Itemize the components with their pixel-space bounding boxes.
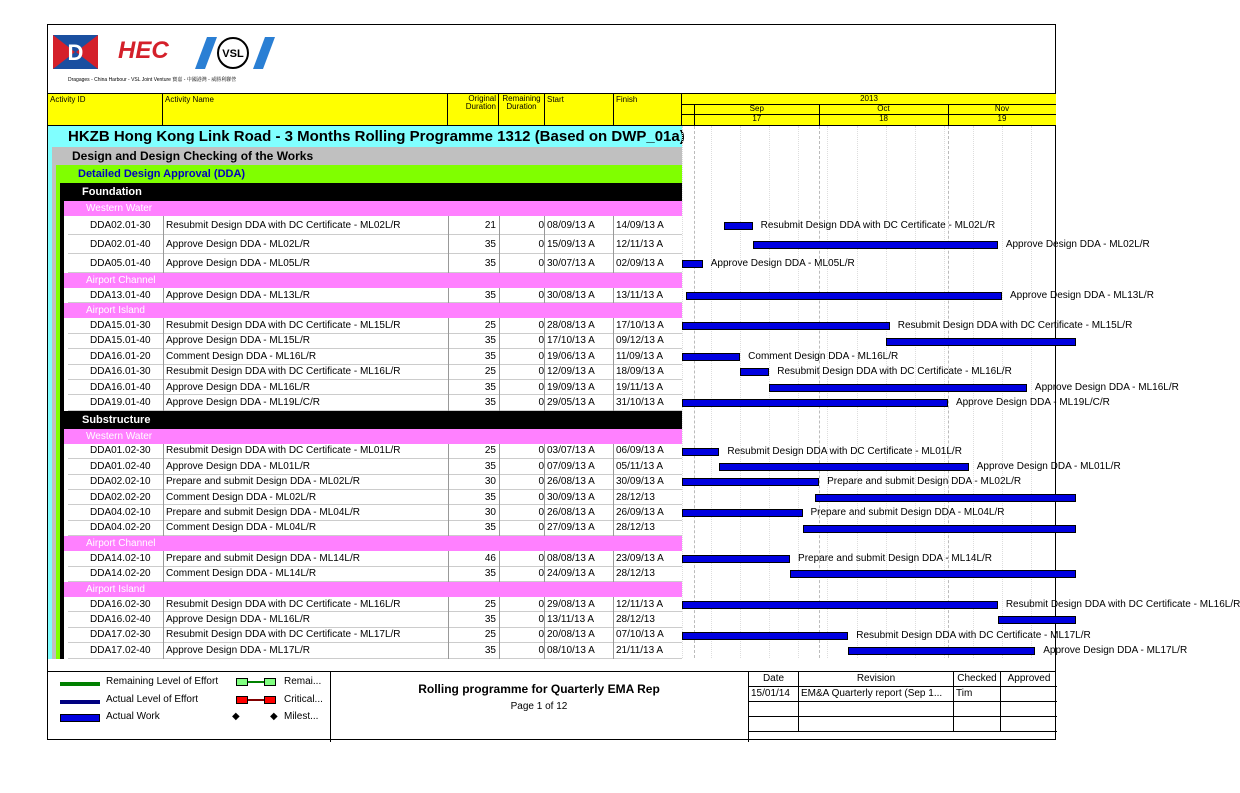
logo-caption: Dragages - China Harbour - VSL Joint Venture 寶嘉 - 中國港灣 - 威勝利聯營 [68,77,237,83]
activity-name: Approve Design DDA - ML05L/R [166,257,310,269]
remaining-duration: 0 [538,598,544,610]
activity-id: DDA02.01-40 [90,238,151,250]
timescale-year: 2013 [682,94,1056,105]
activity-name: Comment Design DDA - ML02L/R [166,491,317,503]
activity-name: Resubmit Design DDA with DC Certificate - ML16L/R [166,598,401,610]
table-row[interactable] [68,597,682,612]
activity-id: DDA13.01-40 [90,289,151,301]
activity-id: DDA05.01-40 [90,257,151,269]
activity-id: DDA04.02-20 [90,522,151,534]
start-date: 12/09/13 A [547,366,595,378]
gantt-gridline [711,126,712,658]
activity-name: Approve Design DDA - ML13L/R [166,289,310,301]
activity-id: DDA15.01-30 [90,320,151,332]
gantt-bar-label: Approve Design DDA - ML01L/R [976,460,1121,472]
table-row[interactable] [68,551,682,566]
finish-date: 11/09/13 A [616,350,664,362]
legend-milestone: Milest... [284,711,319,722]
remaining-duration: 0 [538,507,544,519]
gantt-bar-label: Resubmit Design DDA with DC Certificate - ML02L/R [760,219,996,231]
table-row[interactable] [68,395,682,410]
original-duration: 35 [484,522,496,534]
gantt-bar-label: Prepare and submit Design DDA - ML14L/R [798,552,993,564]
section-foundation[interactable]: Foundation [60,183,682,201]
finish-date: 28/12/13 [616,491,655,503]
finish-date: 19/11/13 A [616,381,664,393]
original-duration: 35 [484,614,496,626]
gantt-bar[interactable] [886,338,1076,346]
vsl-logo-icon [195,37,275,69]
finish-date: 31/10/13 A [616,397,664,409]
activity-id: DDA16.02-40 [90,614,151,626]
header-activity-id[interactable]: Activity ID [48,94,163,125]
activity-id: DDA16.01-30 [90,366,151,378]
legend-actual-work-icon [60,714,100,722]
gantt-gridline [694,126,695,658]
timescale-weeks [682,114,1056,125]
activity-id: DDA17.02-30 [90,629,151,641]
start-date: 30/07/13 A [547,257,595,269]
remaining-duration: 0 [538,381,544,393]
start-date: 17/10/13 A [547,335,595,347]
revision-row [749,687,1057,702]
activity-id: DDA04.02-10 [90,507,151,519]
header-finish[interactable]: Finish [614,94,682,125]
revision-header-row [749,672,1057,687]
gantt-bar[interactable] [682,509,803,517]
legend-remaining-work-icon [236,678,276,686]
gantt-bar-label: Approve Design DDA - ML19L/C/R [955,397,1110,409]
original-duration: 21 [484,219,496,231]
table-row[interactable] [68,334,682,349]
outline-strip [60,183,64,659]
revision-table [748,672,1057,742]
finish-date: 28/12/13 [616,568,655,580]
finish-date: 12/11/13 A [616,238,664,250]
table-row[interactable] [68,235,682,254]
svg-text:D: D [67,40,84,65]
finish-date: 21/11/13 A [616,644,664,656]
remaining-duration: 0 [538,445,544,457]
revision-date: 15/01/14 [749,687,799,701]
start-date: 15/09/13 A [547,238,595,250]
activity-id: DDA17.02-40 [90,644,151,656]
start-date: 28/08/13 A [547,320,595,332]
remaining-duration: 0 [538,397,544,409]
gantt-chart [682,126,1240,658]
gantt-bar-label: Resubmit Design DDA with DC Certificate - ML15L/R [897,320,1133,332]
activity-name: Approve Design DDA - ML15L/R [166,335,310,347]
legend-milestone-icon: ◆ [232,711,240,722]
original-duration: 35 [484,568,496,580]
gantt-bar[interactable] [682,260,703,268]
activity-name: Comment Design DDA - ML04L/R [166,522,317,534]
original-duration: 25 [484,320,496,332]
start-date: 29/05/13 A [547,397,595,409]
table-row[interactable] [68,288,682,303]
column-header [48,93,1056,126]
gantt-bar[interactable] [753,241,998,249]
legend-actual-loe-icon [60,700,100,704]
vsl-logo-text: VSL [222,48,244,60]
original-duration: 35 [484,381,496,393]
activity-name: Approve Design DDA - ML16L/R [166,381,310,393]
original-duration: 35 [484,257,496,269]
remaining-duration: 0 [538,568,544,580]
legend-actual-work: Actual Work [106,711,160,722]
gantt-bar-label: Approve Design DDA - ML17L/R [1043,644,1188,656]
week-label: 19 [997,114,1007,123]
activity-name: Approve Design DDA - ML01L/R [166,460,310,472]
group-dda[interactable]: Detailed Design Approval (DDA) [48,165,682,183]
schedule-page [47,24,1240,740]
gantt-bar-label: Comment Design DDA - ML16L/R [748,350,899,362]
remaining-duration: 0 [538,238,544,250]
month-label: Sep [749,104,764,113]
remaining-duration: 0 [538,644,544,656]
gantt-bar-label: Approve Design DDA - ML16L/R [1034,381,1179,393]
finish-date: 28/12/13 [616,522,655,534]
table-row[interactable] [68,505,682,520]
remaining-duration: 0 [538,289,544,301]
gantt-bar-label: Approve Design DDA - ML05L/R [710,257,855,269]
activity-name: Approve Design DDA - ML17L/R [166,644,310,656]
start-date: 19/06/13 A [547,350,595,362]
finish-date: 17/10/13 A [616,320,664,332]
original-duration: 30 [484,507,496,519]
gantt-gridline [769,126,770,658]
remaining-duration: 0 [538,491,544,503]
gantt-bar[interactable] [682,555,790,563]
gantt-bar[interactable] [682,399,948,407]
finish-date: 02/09/13 A [616,257,664,269]
remaining-duration: 0 [538,614,544,626]
table-row[interactable] [68,318,682,333]
activity-name: Resubmit Design DDA with DC Certificate - ML16L/R [166,366,401,378]
area-band[interactable]: Airport Channel [64,536,682,551]
gantt-bar-label: Prepare and submit Design DDA - ML02L/R [827,476,1022,488]
original-duration: 25 [484,445,496,457]
activity-id: DDA19.01-40 [90,397,151,409]
finish-date: 26/09/13 A [616,507,664,519]
original-duration: 25 [484,629,496,641]
start-date: 13/11/13 A [547,614,595,626]
finish-date: 14/09/13 A [616,219,664,231]
remaining-duration: 0 [538,257,544,269]
finish-date: 28/12/13 [616,614,655,626]
original-duration: 30 [484,476,496,488]
start-date: 30/08/13 A [547,289,595,301]
legend-critical-icon [236,696,276,704]
gantt-bar[interactable] [682,632,848,640]
gantt-bar-label: Resubmit Design DDA with DC Certificate - ML16L/R [1005,598,1240,610]
activity-id: DDA15.01-40 [90,335,151,347]
legend-remaining-work: Remai... [284,676,322,687]
start-date: 26/08/13 A [547,507,595,519]
activity-id: DDA01.02-40 [90,460,151,472]
remaining-duration: 0 [538,460,544,472]
gantt-bar[interactable] [724,222,753,230]
table-row[interactable] [68,216,682,235]
area-band[interactable]: Airport Channel [64,273,682,288]
remaining-duration: 0 [538,366,544,378]
gantt-bar[interactable] [815,494,1076,502]
activity-name: Resubmit Design DDA with DC Certificate - ML02L/R [166,219,401,231]
revision-header-revision: Revision [799,672,954,686]
original-duration: 35 [484,644,496,656]
footer [48,671,1056,742]
start-date: 26/08/13 A [547,476,595,488]
area-band[interactable]: Airport Island [64,582,682,597]
legend-remaining-loe: Remaining Level of Effort [106,676,219,687]
original-duration: 35 [484,491,496,503]
month-label: Oct [877,104,890,113]
gantt-bar[interactable] [682,478,819,486]
start-date: 24/09/13 A [547,568,595,580]
finish-date: 07/10/13 A [616,629,664,641]
original-duration: 35 [484,350,496,362]
gantt-bar[interactable] [686,292,1002,300]
activity-id: DDA16.01-20 [90,350,151,362]
gantt-bar-label: Resubmit Design DDA with DC Certificate - ML01L/R [727,445,962,457]
month-divider [948,104,949,125]
legend-remaining-loe-icon [60,682,100,686]
table-row[interactable] [68,628,682,643]
revision-text: EM&A Quarterly report (Sep 1... [799,687,954,701]
project-title[interactable]: HKZB Hong Kong Link Road - 3 Months Rolling Programme 1312 (Based on DWP_01a) [48,126,682,147]
table-row[interactable] [68,490,682,505]
start-date: 03/07/13 A [547,445,595,457]
gantt-bar[interactable] [740,368,769,376]
footer-title: Rolling programme for Quarterly EMA Rep [418,682,660,696]
finish-date: 12/11/13 A [616,598,664,610]
legend-milestone-icon: ◆ [270,711,278,722]
gantt-bar-label: Approve Design DDA - ML13L/R [1009,289,1154,301]
activity-name: Prepare and submit Design DDA - ML04L/R [166,507,360,519]
start-date: 08/10/13 A [547,644,595,656]
gantt-bar[interactable] [719,463,968,471]
section-substructure[interactable]: Substructure [60,411,682,429]
month-divider [819,104,820,125]
gantt-bar-label: Resubmit Design DDA with DC Certificate - ML17L/R [856,629,1091,641]
original-duration: 46 [484,552,496,564]
activity-id: DDA02.02-20 [90,491,151,503]
header-original-duration[interactable]: Original Duration [448,94,499,125]
area-band[interactable]: Western Water [64,201,682,216]
remaining-duration: 0 [538,522,544,534]
start-date: 30/09/13 A [547,491,595,503]
gantt-bar-label: Approve Design DDA - ML02L/R [1005,238,1150,250]
revision-row [749,717,1057,732]
hec-logo: HEC [118,37,169,64]
start-date: 07/09/13 A [547,460,595,472]
remaining-duration: 0 [538,552,544,564]
remaining-duration: 0 [538,335,544,347]
activity-id: DDA16.02-30 [90,598,151,610]
activity-name: Resubmit Design DDA with DC Certificate - ML15L/R [166,320,401,332]
revision-approved [1001,687,1057,701]
table-row[interactable] [68,444,682,459]
remaining-duration: 0 [538,629,544,641]
original-duration: 25 [484,598,496,610]
revision-checked: Tim [954,687,1001,701]
gantt-gridline [682,126,683,658]
finish-date: 13/11/13 A [616,289,664,301]
page-number: Page 1 of 12 [510,701,568,712]
gantt-bar-label: Prepare and submit Design DDA - ML04L/R [810,507,1005,519]
activity-id: DDA16.01-40 [90,381,151,393]
table-row[interactable] [68,254,682,273]
area-band[interactable]: Western Water [64,429,682,444]
finish-date: 23/09/13 A [616,552,664,564]
table-row[interactable] [68,567,682,582]
remaining-duration: 0 [538,320,544,332]
gantt-gridline [740,126,741,658]
revision-row [749,702,1057,717]
activity-id: DDA02.01-30 [90,219,151,231]
week-label: 18 [879,114,888,123]
activity-name: Resubmit Design DDA with DC Certificate - ML17L/R [166,629,401,641]
gantt-bar[interactable] [682,322,890,330]
legend-actual-loe: Actual Level of Effort [106,694,199,705]
month-label: Nov [994,104,1010,113]
original-duration: 35 [484,397,496,409]
finish-date: 09/12/13 A [616,335,664,347]
revision-header-checked: Checked [954,672,1001,686]
remaining-duration: 0 [538,350,544,362]
activity-name: Approve Design DDA - ML19L/C/R [166,397,320,409]
original-duration: 35 [484,335,496,347]
gantt-bar[interactable] [682,601,998,609]
original-duration: 35 [484,289,496,301]
start-date: 19/09/13 A [547,381,595,393]
week-label: 17 [752,114,762,123]
gantt-bar[interactable] [769,384,1027,392]
original-duration: 25 [484,366,496,378]
table-row[interactable] [68,475,682,490]
table-row[interactable] [68,349,682,364]
activity-id: DDA14.02-20 [90,568,151,580]
gantt-bar[interactable] [803,525,1076,533]
remaining-duration: 0 [538,219,544,231]
gantt-bar[interactable] [682,448,719,456]
table-row[interactable] [68,365,682,380]
finish-date: 06/09/13 A [616,445,664,457]
timescale-header [682,94,1056,125]
revision-header-date: Date [749,672,799,686]
revision-header-approved: Approved [1007,673,1051,684]
table-row[interactable] [68,459,682,474]
activity-name: Comment Design DDA - ML16L/R [166,350,317,362]
start-date: 08/08/13 A [547,552,595,564]
activity-name: Approve Design DDA - ML16L/R [166,614,310,626]
start-date: 20/08/13 A [547,629,595,641]
remaining-duration: 0 [538,476,544,488]
finish-date: 18/09/13 A [616,366,664,378]
month-divider [694,104,695,125]
legend-critical: Critical... [284,694,323,705]
start-date: 29/08/13 A [547,598,595,610]
start-date: 27/09/13 A [547,522,595,534]
original-duration: 35 [484,238,496,250]
area-band[interactable]: Airport Island [64,303,682,318]
activity-name: Prepare and submit Design DDA - ML02L/R [166,476,360,488]
dragages-logo-icon [53,35,98,69]
header-activity-name[interactable]: Activity Name [163,94,448,125]
activity-name: Resubmit Design DDA with DC Certificate - ML01L/R [166,445,401,457]
activity-name: Comment Design DDA - ML14L/R [166,568,317,580]
gantt-bar[interactable] [848,647,1035,655]
table-row[interactable] [68,380,682,395]
table-row[interactable] [68,612,682,627]
gantt-bar[interactable] [790,570,1076,578]
group-design[interactable]: Design and Design Checking of the Works [48,147,682,165]
activity-name: Prepare and submit Design DDA - ML14L/R [166,552,360,564]
table-row[interactable] [68,521,682,536]
activity-name: Approve Design DDA - ML02L/R [166,238,310,250]
activity-id: DDA01.02-30 [90,445,151,457]
activity-id: DDA02.02-10 [90,476,151,488]
header-remaining-duration[interactable]: Remaining Duration [499,94,545,125]
activity-id: DDA14.02-10 [90,552,151,564]
finish-date: 30/09/13 A [616,476,664,488]
gantt-bar[interactable] [998,616,1076,624]
gantt-bar-label: Resubmit Design DDA with DC Certificate - ML16L/R [777,366,1012,378]
start-date: 08/09/13 A [547,219,595,231]
finish-date: 05/11/13 A [616,460,664,472]
gantt-bar[interactable] [682,353,740,361]
original-duration: 35 [484,460,496,472]
table-row[interactable] [68,643,682,658]
header-start[interactable]: Start [545,94,614,125]
